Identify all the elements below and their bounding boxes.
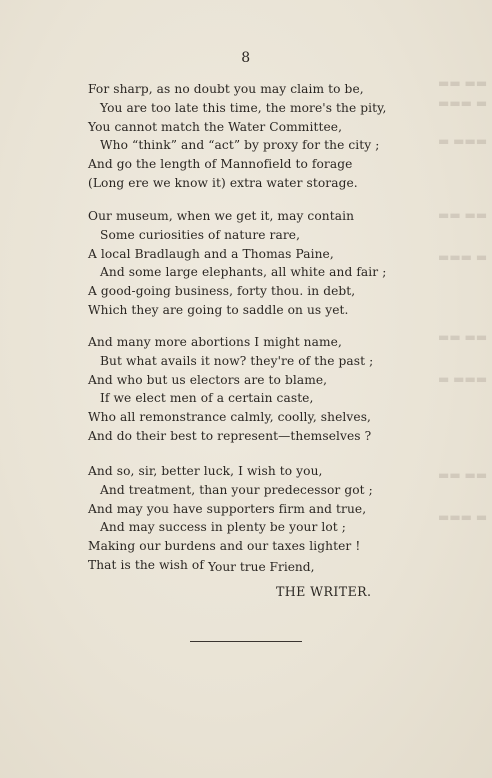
stanza-2	[88, 207, 418, 320]
poem-line: You are too late this time, the more's the pity,	[100, 100, 387, 115]
stanza-1	[88, 80, 418, 193]
poem-line: And many more abortions I might name,	[88, 335, 342, 349]
poem-line: (Long ere we know it) extra water storage.	[88, 175, 358, 190]
document-page: ​▬▬ ▬▬ ​▬▬▬ ▬ ​▬ ▬▬▬ ​▬▬ ▬▬ ​▬▬▬ ▬ ​▬▬ ▬▬ ​▬ ▬▬▬ ​▬▬ ▬▬ ​▬▬▬ ▬ 8 For sharp, as no doubt you may claim to be, You are too late this time, the more's the pity, You cannot match the Water Committee, Who “think” and “act” by proxy for the city ; And go the length of Mannofield to forage (Long ere we know it) extra water storage. Our museum, when we get it, may contain Some curiosities of nature rare, A local Bradlaugh and a Thomas Paine, And some large elephants, all white and fair ; A good-going business, forty thou. in debt, Which they are going to saddle on us yet. And many more abortions I might name, But what avails it now? they're of the past ; And who but us electors are to blame, If we elect men of a certain caste, Who all remonstrance calmly, coolly, shelves, And do their best to represent—themselves ? And so, sir, better luck, I wish to you, And treatment, than your predecessor got ; And may you have supporters firm and true, And may success in plenty be your lot ; Making our burdens and our taxes lighter ! That is the wish of Your true Friend, THE WRITER.	[0, 0, 492, 778]
poem-line: If we elect men of a certain caste,	[100, 391, 314, 406]
poem-line: Our museum, when we get it, may contain	[88, 209, 355, 223]
poem-line: And do their best to represent—themselves ?	[88, 428, 372, 443]
poem-line: A good-going business, forty thou. in debt,	[88, 284, 356, 299]
stanza-3	[88, 333, 418, 446]
poem-line: And so, sir, better luck, I wish to you,	[88, 464, 323, 478]
poem-line: You cannot match the Water Committee,	[88, 119, 343, 134]
poem-line: For sharp, as no doubt you may claim to be,	[88, 82, 364, 96]
end-rule	[190, 641, 302, 642]
poem-line: And go the length of Mannofield to forage	[88, 157, 353, 172]
poem-line: Who all remonstrance calmly, coolly, shelves,	[88, 410, 372, 425]
poem-line: And may success in plenty be your lot ;	[100, 520, 346, 535]
poem-line: That is the wish of	[88, 557, 204, 572]
poem-line: Making our burdens and our taxes lighter !	[88, 539, 361, 554]
salutation: Your true Friend,	[208, 560, 315, 574]
poem-line: And who but us electors are to blame,	[88, 372, 328, 387]
poem-line: And treatment, than your predecessor got ;	[100, 482, 373, 497]
poem-line: Who “think” and “act” by proxy for the city ;	[100, 138, 380, 153]
stanza-4	[88, 462, 418, 575]
signature: THE WRITER.	[276, 584, 372, 599]
poem-line: But what avails it now? they're of the past ;	[100, 353, 374, 368]
poem-line: And some large elephants, all white and fair ;	[100, 265, 387, 280]
poem-line: A local Bradlaugh and a Thomas Paine,	[88, 246, 334, 261]
poem-line: Some curiosities of nature rare,	[100, 227, 301, 242]
poem-line: And may you have supporters firm and true,	[88, 501, 367, 516]
poem-line: Which they are going to saddle on us yet.	[88, 302, 349, 317]
page-number: 8	[241, 50, 251, 66]
